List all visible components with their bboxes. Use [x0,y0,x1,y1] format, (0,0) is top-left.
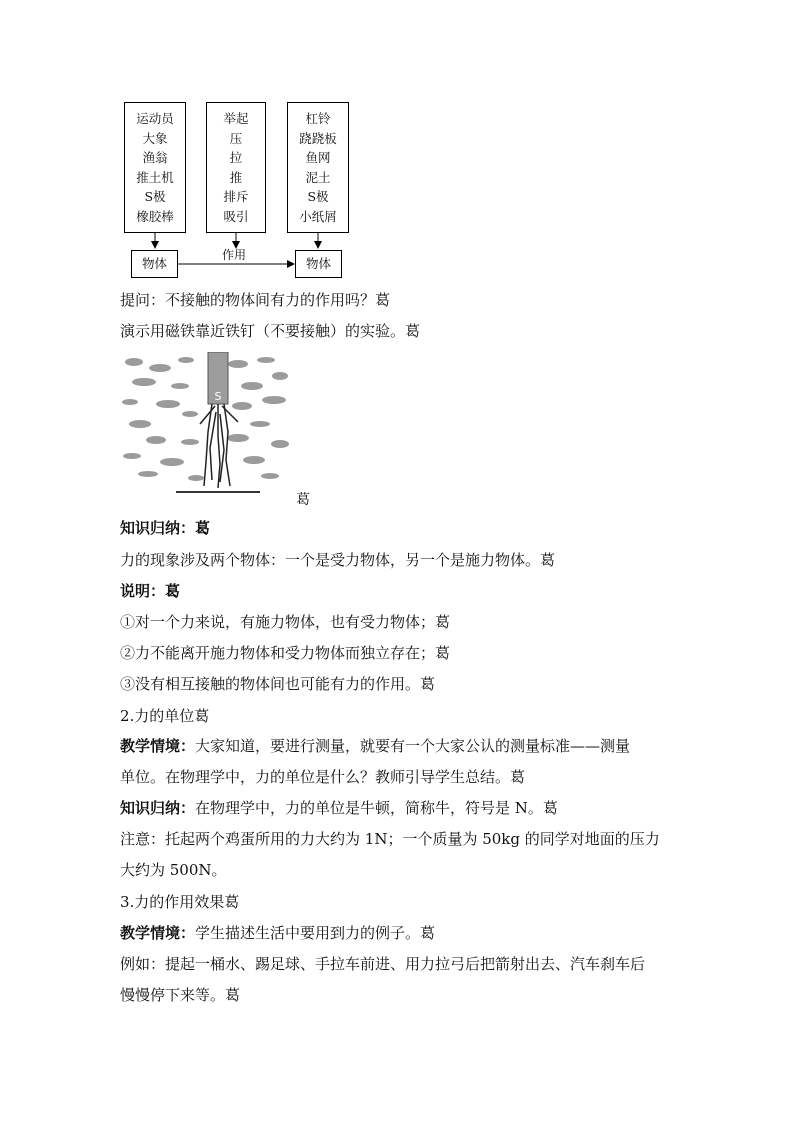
box3-line: 泥土 [305,169,331,185]
box3-line: 小纸屑 [299,208,337,224]
note-item-2: ②力不能离开施力物体和受力物体而独立存在；葛 [120,644,451,662]
demo-text: 演示用磁铁靠近铁钉（不要接触）的实验。葛 [120,322,421,340]
teaching-scene-text: 学生描述生活中要用到力的例子。葛 [195,924,436,942]
box2-line: 拉 [229,150,243,165]
box2-line: 吸引 [223,208,249,224]
exerting-object-box: 物体 [131,250,178,278]
box2-line: 压 [229,130,243,146]
knowledge-heading-1: 知识归纳：葛 [120,519,211,537]
teaching-scene-1 [120,736,630,756]
note-line-2: 大约为 500N。 [120,861,227,879]
box1-line: 橡胶棒 [136,208,174,224]
knowledge-label: 知识归纳： [120,799,196,817]
box1-line: S极 [144,189,166,204]
question-text: 提问：不接触的物体间有力的作用吗？葛 [120,291,391,309]
box2-line: 推 [229,169,243,185]
note-item-3: ③没有相互接触的物体间也可能有力的作用。葛 [120,675,436,693]
teaching-scene-label: 教学情境： [120,924,196,942]
example-line-2: 慢慢停下来等。葛 [120,986,241,1004]
explain-heading: 说明：葛 [120,582,181,600]
teaching-scene-2 [120,923,435,943]
box3-line: 杠铃 [305,111,331,126]
box1-line: 大象 [142,130,168,146]
box3-line: S极 [307,189,329,204]
teaching-scene-label: 教学情境： [120,737,196,755]
knowledge-text: 在物理学中，力的单位是牛顿，简称牛，符号是 N。葛 [195,799,558,817]
knowledge-2 [120,798,558,818]
receiving-object-box: 物体 [295,250,342,278]
action-arrow-label: 作用 [222,248,247,262]
teaching-scene-text: 大家知道，要进行测量，就要有一个大家公认的测量标准——测量 [195,737,631,755]
magnet-nail-illustration [120,352,292,498]
force-diagram [118,98,358,284]
box1-line: 运动员 [136,111,174,126]
note-item-1: ①对一个力来说，有施力物体，也有受力物体；葛 [120,613,451,631]
magnet-pole-label: S [214,390,222,403]
box2-line: 举起 [223,111,249,126]
section-2-heading: 2.力的单位葛 [120,707,210,725]
box3-line: 鱼网 [305,150,331,165]
trailing-mark: 葛 [296,492,310,508]
box1-line: 推土机 [136,169,174,185]
note-line-1: 注意：托起两个鸡蛋所用的力大约为 1N；一个质量为 50kg 的同学对地面的压力 [120,830,660,848]
teaching-scene-1-cont: 单位。在物理学中，力的单位是什么？教师引导学生总结。葛 [120,768,526,786]
example-line-1: 例如：提起一桶水、踢足球、手拉车前进、用力拉弓后把箭射出去、汽车刹车后 [120,955,646,973]
box1-line: 渔翁 [142,150,168,165]
section-3-heading: 3.力的作用效果葛 [120,893,240,911]
box3-line: 跷跷板 [299,130,337,146]
box2-line: 排斥 [223,189,249,204]
two-objects-text: 力的现象涉及两个物体：一个是受力物体，另一个是施力物体。葛 [120,551,556,569]
